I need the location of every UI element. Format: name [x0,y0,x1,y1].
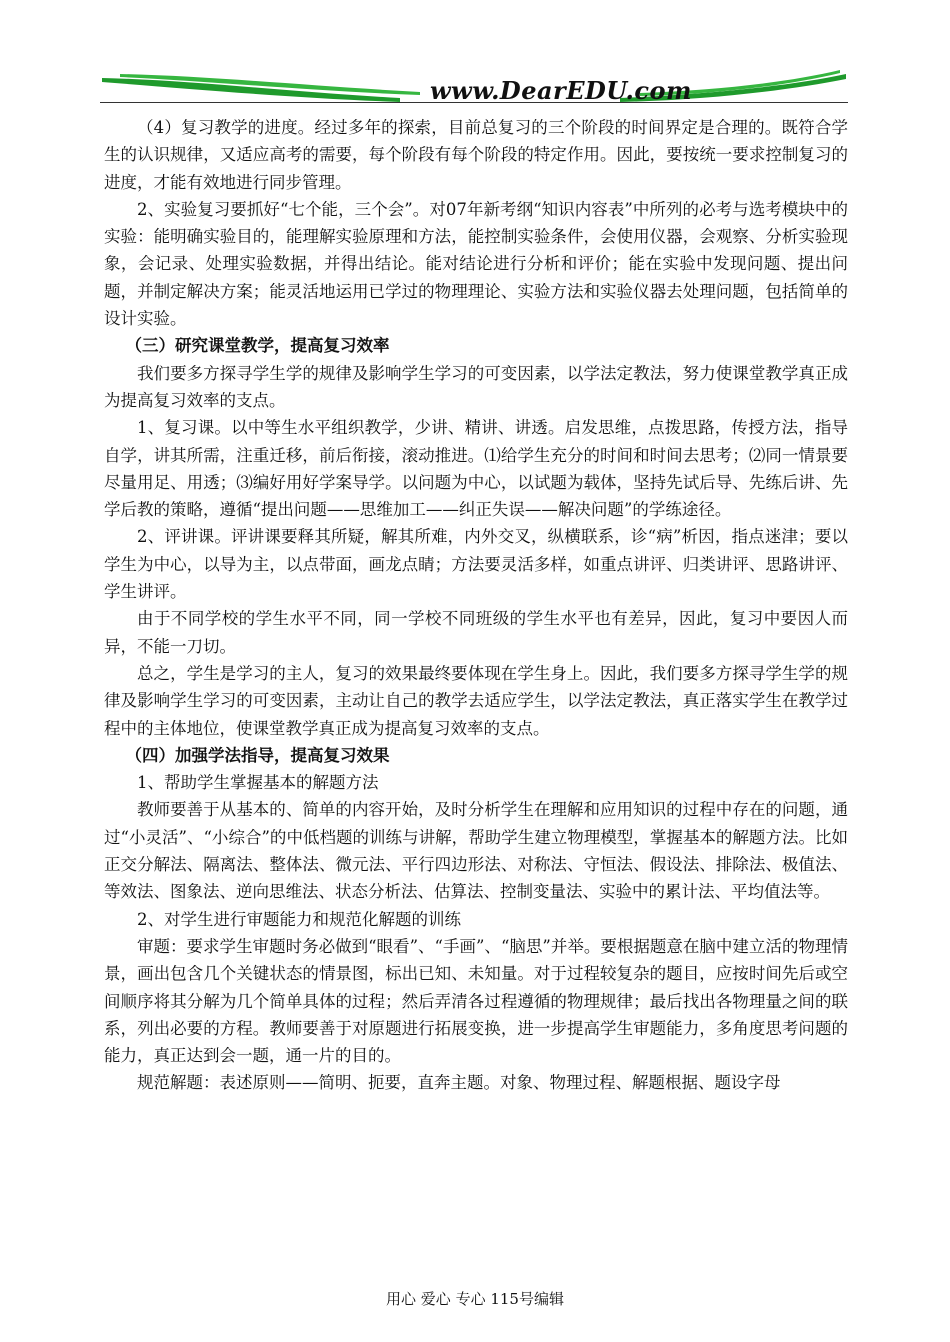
paragraph: 教师要善于从基本的、简单的内容开始，及时分析学生在理解和应用知识的过程中存在的问题，通过“小灵活”、“小综合”的中低档题的训练与讲解，帮助学生建立物理模型，掌握基本的解题方法。比如正交分解法、隔离法、整体法、微元法、平行四边形法、对称法、守恒法、假设法、排除法、极值法、等效法、图象法、逆向思维法、状态分析法、估算法、控制变量法、实验中的累计法、平均值法等。 [104,800,848,902]
paragraph: （4）复习教学的进度。经过多年的探索，目前总复习的三个阶段的时间界定是合理的。既符合学生的认识规律，又适应高考的需要，每个阶段有每个阶段的特定作用。因此，要按统一要求控制复习的进度，才能有效地进行同步管理。 [104,118,848,192]
paragraph: 规范解题：表述原则——简明、扼要，直奔主题。对象、物理过程、解题根据、题设字母 [137,1073,781,1093]
paragraph: 2、实验复习要抓好“七个能，三个会”。对07年新考纲“知识内容表”中所列的必考与选考模块中的实验：能明确实验目的，能理解实验原理和方法，能控制实验条件，会使用仪器，会观察、分析实验现象，会记录、处理实验数据，并得出结论。能对结论进行分析和评价；能在实验中发现问题、提出问题，并制定解决方案；能灵活地运用已学过的物理理论、实验方法和实验仪器去处理问题，包括简单的设计实验。 [104,199,848,329]
paragraph: 2、对学生进行审题能力和规范化解题的训练 [137,909,461,929]
paragraph: 1、复习课。以中等生水平组织教学，少讲、精讲、讲透。启发思维，点拨思路，传授方法，指导自学，讲其所需，注重迁移，前后衔接，滚动推进。⑴给学生充分的时间和时间去思考；⑵同一情景要尽量用足、用透；⑶编好用好学案导学。以问题为中心，以试题为载体，坚持先试后导、先练后讲、先学后教的策略，遵循“提出问题——思维加工——纠正失误——解决问题”的学练途径。 [104,418,848,520]
document-body [104,114,848,1097]
section-heading: （三）研究课堂教学，提高复习效率 [125,336,390,356]
section-heading: （四）加强学法指导，提高复习效果 [125,745,390,765]
paragraph: 我们要多方探寻学生学的规律及影响学生学习的可变因素，以学法定教法，努力使课堂教学真正成为提高复习效率的支点。 [104,363,848,410]
paragraph: 1、帮助学生掌握基本的解题方法 [137,773,379,793]
paragraph: 审题：要求学生审题时务必做到“眼看”、“手画”、“脑思”并举。要根据题意在脑中建立活的物理情景，画出包含几个关键状态的情景图，标出已知、未知量。对于过程较复杂的题目，应按时间先后或空间顺序将其分解为几个简单具体的过程；然后弄清各过程遵循的物理规律；最后找出各物理量之间的联系，列出必要的方程。教师要善于对原题进行拓展变换，进一步提高学生审题能力，多角度思考问题的能力，真正达到会一题，通一片的目的。 [104,936,848,1066]
paragraph: 2、评讲课。评讲课要释其所疑，解其所难，内外交叉，纵横联系，诊“病”析因，指点迷津；要以学生为中心，以导为主，以点带面，画龙点睛；方法要灵活多样，如重点讲评、归类讲评、思路讲评、学生讲评。 [104,527,848,602]
page-footer: 用心 爱心 专心 115号编辑 [386,1290,564,1308]
page-header [100,58,848,106]
paragraph: 总之，学生是学习的主人，复习的效果最终要体现在学生身上。因此，我们要多方探寻学生学的规律及影响学生学习的可变因素，主动让自己的教学去适应学生，以学法定教法，真正落实学生在教学过程中的主体地位，使课堂教学真正成为提高复习效率的支点。 [104,663,848,738]
paragraph: 由于不同学校的学生水平不同，同一学校不同班级的学生水平也有差异，因此，复习中要因人而异，不能一刀切。 [104,609,848,656]
site-logo: www.DearEDU.com [430,76,692,105]
header-rule [100,102,848,103]
